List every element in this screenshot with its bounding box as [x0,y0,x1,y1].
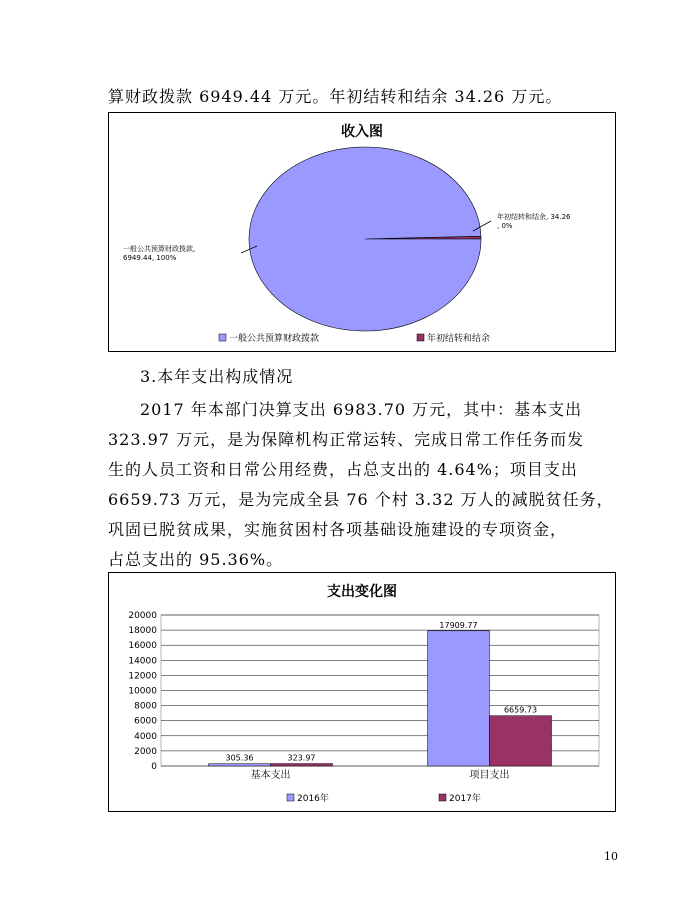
legend-label: 年初结转和结余 [427,334,491,344]
bar [209,764,271,766]
legend-swatch [287,794,294,801]
income-pie-chart [108,112,616,352]
expenditure-bar-svg [109,573,615,811]
bar-value-label: 17909.77 [439,620,478,630]
y-tick-label: 16000 [128,641,157,652]
legend-label: 一般公共预算财政拨款 [229,334,320,344]
y-tick-label: 6000 [134,716,157,727]
bar-value-label: 6659.73 [503,705,538,715]
y-tick-label: 14000 [128,656,157,667]
y-tick-label: 2000 [134,746,157,757]
paragraph-line-2: 2017 年本部门决算支出 6983.70 万元，其中：基本支出 [140,400,583,419]
y-tick-label: 12000 [128,671,157,682]
legend-label: 2016年 [297,794,329,804]
paragraph-line-4: 生的人员工资和日常公用经费，占总支出的 4.64%；项目支出 [108,460,578,479]
legend-label: 2017年 [449,794,481,804]
pie-slice [249,147,481,331]
bar-value-label: 323.97 [287,753,316,763]
legend-swatch [439,794,446,801]
income-pie-svg [109,113,615,351]
y-tick-label: 20000 [128,611,157,621]
bar [428,631,490,766]
bar-value-label: 305.36 [225,753,254,763]
y-tick-label: 10000 [128,686,157,697]
income-chart-title: 收入图 [341,124,383,140]
bar [271,764,333,766]
bar [490,716,552,766]
legend-swatch [417,334,424,341]
y-tick-label: 18000 [128,626,157,637]
pie-label-small: 年初结转和结余, 34.26 , 0% [497,213,571,230]
y-tick-label: 0 [151,762,157,772]
legend-swatch [219,334,226,341]
section-heading-3: 3.本年支出构成情况 [140,367,294,386]
page-number: 10 [604,850,618,863]
x-category-label: 项目支出 [469,770,510,781]
pie-label-main: 一般公共预算财政拨款, 6949.44, 100% [123,245,196,262]
paragraph-line-1: 算财政拨款 6949.44 万元。年初结转和结余 34.26 万元。 [108,87,563,106]
paragraph-line-6: 巩固已脱贫成果，实施贫困村各项基础设施建设的专项资金， [108,520,568,539]
x-category-label: 基本支出 [250,770,291,781]
paragraph-line-3: 323.97 万元，是为保障机构正常运转、完成日常工作任务而发 [108,430,585,449]
y-tick-label: 8000 [134,701,157,712]
expenditure-chart-title: 支出变化图 [327,584,397,600]
paragraph-line-7: 占总支出的 95.36%。 [108,550,284,569]
paragraph-line-5: 6659.73 万元，是为完成全县 76 个村 3.32 万人的减脱贫任务， [108,490,614,509]
y-tick-label: 4000 [134,731,157,742]
expenditure-bar-chart [108,572,616,812]
